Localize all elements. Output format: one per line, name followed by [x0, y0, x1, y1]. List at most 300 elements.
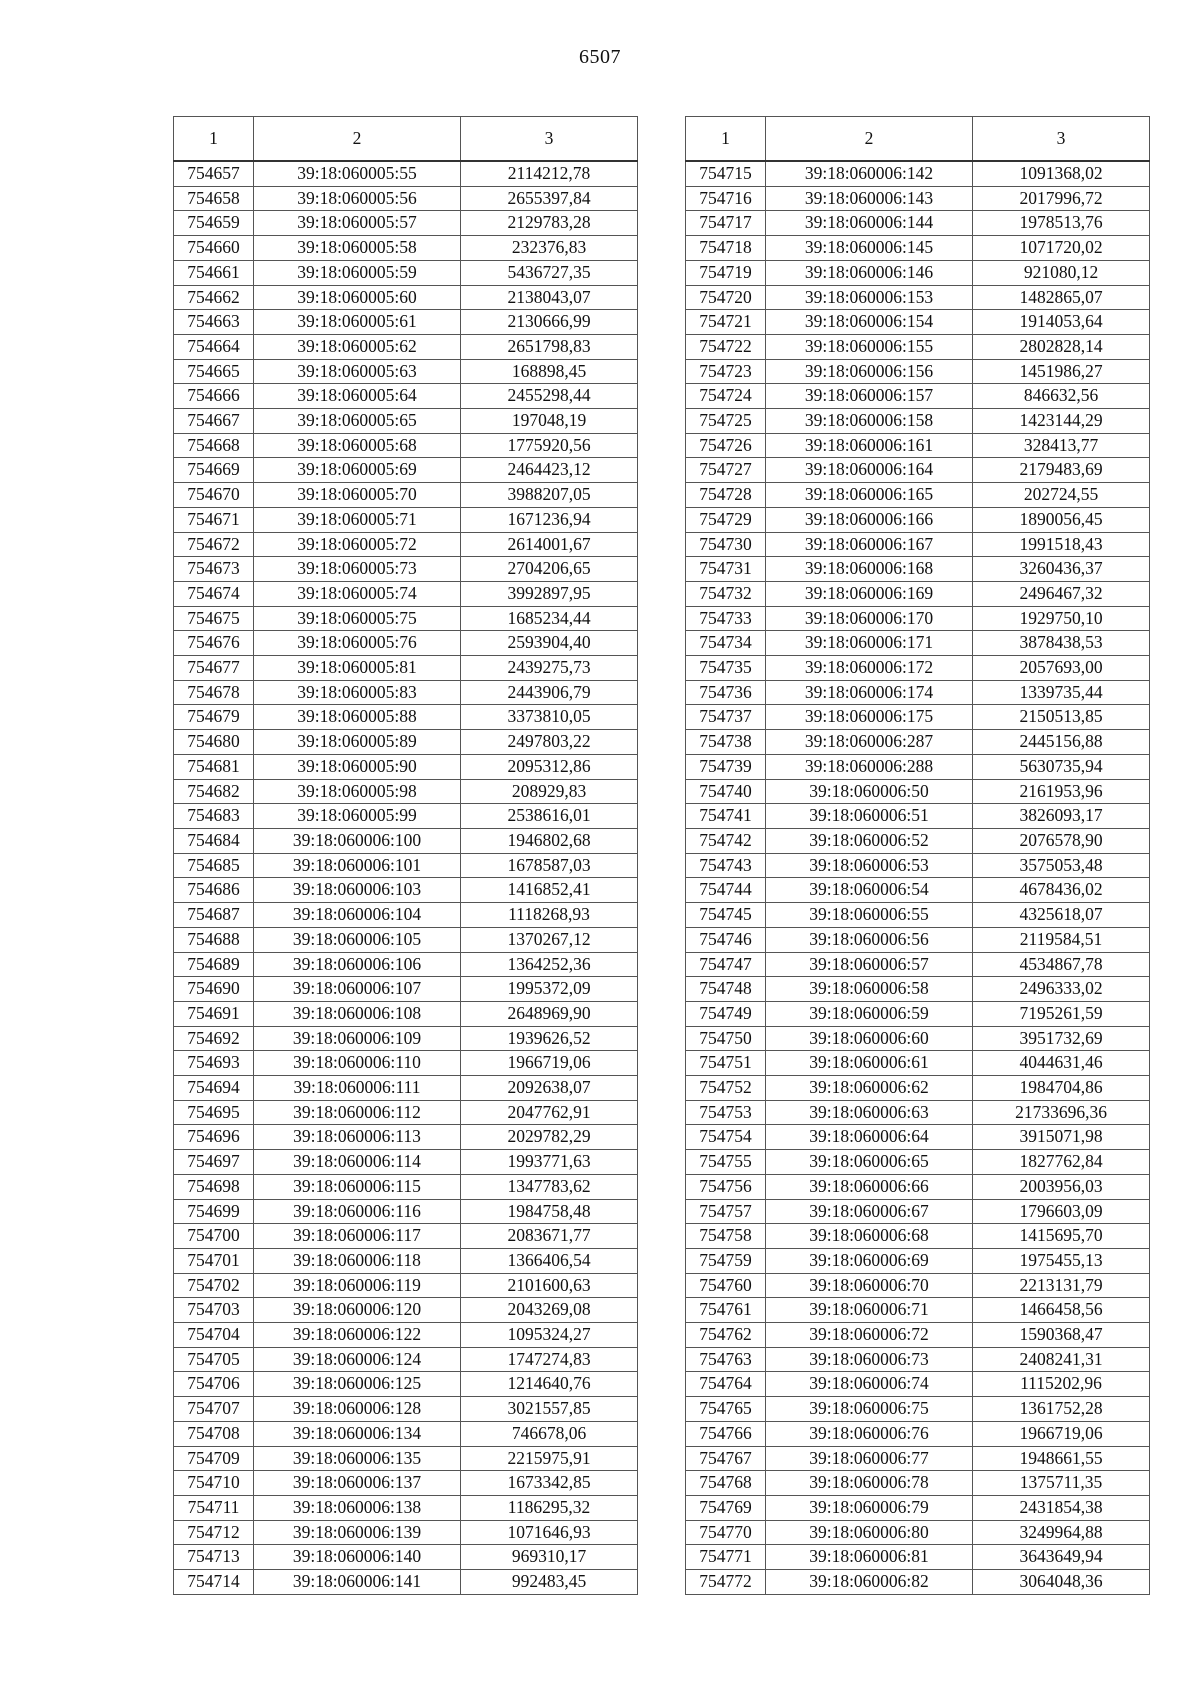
value-cell: 3643649,94 [973, 1545, 1150, 1570]
cadastral-number-cell: 39:18:060006:107 [254, 977, 461, 1002]
value-cell: 1071646,93 [461, 1520, 638, 1545]
table-row [174, 853, 638, 878]
row-number-cell: 754719 [686, 260, 766, 285]
table-row [174, 1495, 638, 1520]
value-cell: 2213131,79 [973, 1273, 1150, 1298]
table-row [686, 1273, 1150, 1298]
table-row [686, 384, 1150, 409]
value-cell: 3021557,85 [461, 1397, 638, 1422]
row-number-cell: 754698 [174, 1174, 254, 1199]
row-number-cell: 754766 [686, 1421, 766, 1446]
row-number-cell: 754771 [686, 1545, 766, 1570]
cadastral-number-cell: 39:18:060006:67 [766, 1199, 973, 1224]
table-row [686, 1051, 1150, 1076]
column-header-1: 1 [174, 117, 254, 162]
row-number-cell: 754678 [174, 680, 254, 705]
cadastral-number-cell: 39:18:060006:125 [254, 1372, 461, 1397]
row-number-cell: 754709 [174, 1446, 254, 1471]
row-number-cell: 754701 [174, 1248, 254, 1273]
table-row [686, 161, 1150, 186]
table-body [686, 161, 1150, 1594]
table-row [686, 828, 1150, 853]
header-row [686, 117, 1150, 162]
cadastral-number-cell: 39:18:060005:73 [254, 557, 461, 582]
cadastral-number-cell: 39:18:060006:137 [254, 1471, 461, 1496]
value-cell: 1115202,96 [973, 1372, 1150, 1397]
value-cell: 1966719,06 [973, 1421, 1150, 1446]
value-cell: 4044631,46 [973, 1051, 1150, 1076]
table-row [686, 1570, 1150, 1595]
row-number-cell: 754729 [686, 507, 766, 532]
table-row [686, 754, 1150, 779]
row-number-cell: 754769 [686, 1495, 766, 1520]
cadastral-number-cell: 39:18:060006:287 [766, 730, 973, 755]
table-row [174, 1372, 638, 1397]
cadastral-number-cell: 39:18:060006:156 [766, 359, 973, 384]
value-cell: 2651798,83 [461, 334, 638, 359]
row-number-cell: 754661 [174, 260, 254, 285]
table-row [686, 1397, 1150, 1422]
row-number-cell: 754679 [174, 705, 254, 730]
value-cell: 2179483,69 [973, 458, 1150, 483]
row-number-cell: 754714 [174, 1570, 254, 1595]
cadastral-number-cell: 39:18:060006:69 [766, 1248, 973, 1273]
value-cell: 1747274,83 [461, 1347, 638, 1372]
table-row [686, 1495, 1150, 1520]
value-cell: 1984704,86 [973, 1076, 1150, 1101]
value-cell: 1590368,47 [973, 1323, 1150, 1348]
row-number-cell: 754738 [686, 730, 766, 755]
cadastral-number-cell: 39:18:060006:72 [766, 1323, 973, 1348]
row-number-cell: 754757 [686, 1199, 766, 1224]
row-number-cell: 754770 [686, 1520, 766, 1545]
value-cell: 1984758,48 [461, 1199, 638, 1224]
row-number-cell: 754663 [174, 310, 254, 335]
value-cell: 2439275,73 [461, 656, 638, 681]
cadastral-number-cell: 39:18:060006:70 [766, 1273, 973, 1298]
cadastral-number-cell: 39:18:060006:165 [766, 483, 973, 508]
cadastral-number-cell: 39:18:060005:76 [254, 631, 461, 656]
cadastral-number-cell: 39:18:060005:88 [254, 705, 461, 730]
row-number-cell: 754706 [174, 1372, 254, 1397]
cadastral-number-cell: 39:18:060006:117 [254, 1224, 461, 1249]
value-cell: 2802828,14 [973, 334, 1150, 359]
value-cell: 2129783,28 [461, 211, 638, 236]
table-row [686, 285, 1150, 310]
cadastral-number-cell: 39:18:060006:59 [766, 1001, 973, 1026]
table-row [174, 680, 638, 705]
value-cell: 4678436,02 [973, 878, 1150, 903]
row-number-cell: 754686 [174, 878, 254, 903]
table-row [686, 656, 1150, 681]
cadastral-number-cell: 39:18:060006:145 [766, 236, 973, 261]
row-number-cell: 754689 [174, 952, 254, 977]
cadastral-number-cell: 39:18:060005:69 [254, 458, 461, 483]
table-row [686, 458, 1150, 483]
table-header [174, 117, 638, 162]
cadastral-number-cell: 39:18:060005:55 [254, 161, 461, 186]
cadastral-number-cell: 39:18:060006:62 [766, 1076, 973, 1101]
cadastral-number-cell: 39:18:060006:55 [766, 903, 973, 928]
value-cell: 1482865,07 [973, 285, 1150, 310]
row-number-cell: 754710 [174, 1471, 254, 1496]
cadastral-number-cell: 39:18:060006:171 [766, 631, 973, 656]
table-row [686, 334, 1150, 359]
value-cell: 3064048,36 [973, 1570, 1150, 1595]
table-row [174, 1076, 638, 1101]
row-number-cell: 754683 [174, 804, 254, 829]
cadastral-number-cell: 39:18:060006:60 [766, 1026, 973, 1051]
cadastral-number-cell: 39:18:060006:51 [766, 804, 973, 829]
row-number-cell: 754745 [686, 903, 766, 928]
value-cell: 4534867,78 [973, 952, 1150, 977]
value-cell: 1466458,56 [973, 1298, 1150, 1323]
row-number-cell: 754680 [174, 730, 254, 755]
cadastral-number-cell: 39:18:060006:143 [766, 186, 973, 211]
value-cell: 1375711,35 [973, 1471, 1150, 1496]
row-number-cell: 754763 [686, 1347, 766, 1372]
table-row [174, 631, 638, 656]
value-cell: 992483,45 [461, 1570, 638, 1595]
row-number-cell: 754712 [174, 1520, 254, 1545]
value-cell: 2114212,78 [461, 161, 638, 186]
row-number-cell: 754704 [174, 1323, 254, 1348]
value-cell: 1671236,94 [461, 507, 638, 532]
table-row [174, 1001, 638, 1026]
cadastral-number-cell: 39:18:060005:62 [254, 334, 461, 359]
table-row [174, 1323, 638, 1348]
row-number-cell: 754697 [174, 1150, 254, 1175]
value-cell: 2445156,88 [973, 730, 1150, 755]
table-row [174, 1199, 638, 1224]
cadastral-number-cell: 39:18:060006:106 [254, 952, 461, 977]
cadastral-number-cell: 39:18:060006:288 [766, 754, 973, 779]
row-number-cell: 754733 [686, 606, 766, 631]
row-number-cell: 754672 [174, 532, 254, 557]
row-number-cell: 754744 [686, 878, 766, 903]
row-number-cell: 754731 [686, 557, 766, 582]
value-cell: 3260436,37 [973, 557, 1150, 582]
cadastral-number-cell: 39:18:060005:56 [254, 186, 461, 211]
table-row [686, 1520, 1150, 1545]
cadastral-number-cell: 39:18:060006:153 [766, 285, 973, 310]
table-row [686, 878, 1150, 903]
cadastral-number-cell: 39:18:060006:141 [254, 1570, 461, 1595]
table-row [174, 507, 638, 532]
value-cell: 2443906,79 [461, 680, 638, 705]
cadastral-number-cell: 39:18:060006:134 [254, 1421, 461, 1446]
cadastral-number-cell: 39:18:060005:75 [254, 606, 461, 631]
table-row [686, 1471, 1150, 1496]
value-cell: 4325618,07 [973, 903, 1150, 928]
table-row [174, 285, 638, 310]
table-row [686, 1323, 1150, 1348]
row-number-cell: 754682 [174, 779, 254, 804]
value-cell: 2029782,29 [461, 1125, 638, 1150]
value-cell: 2138043,07 [461, 285, 638, 310]
row-number-cell: 754668 [174, 433, 254, 458]
table-row [686, 927, 1150, 952]
value-cell: 3988207,05 [461, 483, 638, 508]
value-cell: 2043269,08 [461, 1298, 638, 1323]
value-cell: 3249964,88 [973, 1520, 1150, 1545]
cadastral-number-cell: 39:18:060006:105 [254, 927, 461, 952]
value-cell: 2017996,72 [973, 186, 1150, 211]
table-row [174, 656, 638, 681]
row-number-cell: 754657 [174, 161, 254, 186]
value-cell: 1929750,10 [973, 606, 1150, 631]
value-cell: 2497803,22 [461, 730, 638, 755]
cadastral-number-cell: 39:18:060006:114 [254, 1150, 461, 1175]
value-cell: 1118268,93 [461, 903, 638, 928]
cadastral-number-cell: 39:18:060006:110 [254, 1051, 461, 1076]
cadastral-number-cell: 39:18:060006:68 [766, 1224, 973, 1249]
cadastral-number-cell: 39:18:060006:65 [766, 1150, 973, 1175]
row-number-cell: 754741 [686, 804, 766, 829]
row-number-cell: 754670 [174, 483, 254, 508]
cadastral-number-cell: 39:18:060005:89 [254, 730, 461, 755]
value-cell: 208929,83 [461, 779, 638, 804]
table-row [686, 977, 1150, 1002]
table-row [686, 409, 1150, 434]
cadastral-number-cell: 39:18:060006:174 [766, 680, 973, 705]
table-row [174, 211, 638, 236]
table-row [686, 903, 1150, 928]
cadastral-number-cell: 39:18:060005:58 [254, 236, 461, 261]
column-header-2: 2 [766, 117, 973, 162]
value-cell: 1673342,85 [461, 1471, 638, 1496]
row-number-cell: 754691 [174, 1001, 254, 1026]
value-cell: 1214640,76 [461, 1372, 638, 1397]
row-number-cell: 754667 [174, 409, 254, 434]
table-row [686, 1076, 1150, 1101]
value-cell: 1091368,02 [973, 161, 1150, 186]
row-number-cell: 754764 [686, 1372, 766, 1397]
value-cell: 1370267,12 [461, 927, 638, 952]
table-row [686, 952, 1150, 977]
row-number-cell: 754762 [686, 1323, 766, 1348]
table-row [174, 1520, 638, 1545]
cadastral-number-cell: 39:18:060006:52 [766, 828, 973, 853]
column-header-1: 1 [686, 117, 766, 162]
row-number-cell: 754749 [686, 1001, 766, 1026]
row-number-cell: 754767 [686, 1446, 766, 1471]
value-cell: 202724,55 [973, 483, 1150, 508]
value-cell: 1995372,09 [461, 977, 638, 1002]
table-row [686, 705, 1150, 730]
table-row [686, 1224, 1150, 1249]
value-cell: 3992897,95 [461, 581, 638, 606]
table-row [174, 754, 638, 779]
row-number-cell: 754708 [174, 1421, 254, 1446]
row-number-cell: 754726 [686, 433, 766, 458]
value-cell: 3373810,05 [461, 705, 638, 730]
value-cell: 1423144,29 [973, 409, 1150, 434]
cadastral-number-cell: 39:18:060006:139 [254, 1520, 461, 1545]
cadastral-number-cell: 39:18:060005:59 [254, 260, 461, 285]
cadastral-number-cell: 39:18:060006:135 [254, 1446, 461, 1471]
cadastral-number-cell: 39:18:060005:71 [254, 507, 461, 532]
cadastral-number-cell: 39:18:060006:111 [254, 1076, 461, 1101]
cadastral-number-cell: 39:18:060006:74 [766, 1372, 973, 1397]
value-cell: 2431854,38 [973, 1495, 1150, 1520]
row-number-cell: 754665 [174, 359, 254, 384]
row-number-cell: 754752 [686, 1076, 766, 1101]
row-number-cell: 754760 [686, 1273, 766, 1298]
value-cell: 2704206,65 [461, 557, 638, 582]
row-number-cell: 754761 [686, 1298, 766, 1323]
row-number-cell: 754692 [174, 1026, 254, 1051]
table-row [174, 1570, 638, 1595]
row-number-cell: 754705 [174, 1347, 254, 1372]
row-number-cell: 754755 [686, 1150, 766, 1175]
value-cell: 1890056,45 [973, 507, 1150, 532]
table-row [174, 730, 638, 755]
row-number-cell: 754681 [174, 754, 254, 779]
row-number-cell: 754690 [174, 977, 254, 1002]
row-number-cell: 754754 [686, 1125, 766, 1150]
table-row [174, 927, 638, 952]
table-row [174, 1248, 638, 1273]
row-number-cell: 754699 [174, 1199, 254, 1224]
cadastral-number-cell: 39:18:060005:64 [254, 384, 461, 409]
table-row [686, 730, 1150, 755]
table-row [686, 433, 1150, 458]
cadastral-number-cell: 39:18:060006:58 [766, 977, 973, 1002]
value-cell: 1071720,02 [973, 236, 1150, 261]
cadastral-number-cell: 39:18:060006:119 [254, 1273, 461, 1298]
cadastral-number-cell: 39:18:060006:124 [254, 1347, 461, 1372]
table-row [174, 1224, 638, 1249]
table-row [174, 1397, 638, 1422]
table-row [686, 631, 1150, 656]
table-row [686, 804, 1150, 829]
table-row [174, 1347, 638, 1372]
value-cell: 1966719,06 [461, 1051, 638, 1076]
cadastral-number-cell: 39:18:060005:72 [254, 532, 461, 557]
row-number-cell: 754732 [686, 581, 766, 606]
value-cell: 1364252,36 [461, 952, 638, 977]
value-cell: 1796603,09 [973, 1199, 1150, 1224]
table-row [174, 828, 638, 853]
cadastral-number-cell: 39:18:060006:71 [766, 1298, 973, 1323]
table-row [174, 1174, 638, 1199]
row-number-cell: 754669 [174, 458, 254, 483]
row-number-cell: 754693 [174, 1051, 254, 1076]
row-number-cell: 754723 [686, 359, 766, 384]
row-number-cell: 754721 [686, 310, 766, 335]
cadastral-number-cell: 39:18:060006:73 [766, 1347, 973, 1372]
row-number-cell: 754716 [686, 186, 766, 211]
table-row [174, 1421, 638, 1446]
row-number-cell: 754695 [174, 1100, 254, 1125]
value-cell: 746678,06 [461, 1421, 638, 1446]
table-row [174, 1026, 638, 1051]
table-row [174, 1100, 638, 1125]
cadastral-number-cell: 39:18:060006:122 [254, 1323, 461, 1348]
cadastral-number-cell: 39:18:060005:57 [254, 211, 461, 236]
cadastral-number-cell: 39:18:060006:104 [254, 903, 461, 928]
row-number-cell: 754736 [686, 680, 766, 705]
value-cell: 1914053,64 [973, 310, 1150, 335]
value-cell: 1095324,27 [461, 1323, 638, 1348]
value-cell: 1366406,54 [461, 1248, 638, 1273]
column-header-3: 3 [461, 117, 638, 162]
row-number-cell: 754735 [686, 656, 766, 681]
row-number-cell: 754684 [174, 828, 254, 853]
cadastral-number-cell: 39:18:060006:120 [254, 1298, 461, 1323]
row-number-cell: 754724 [686, 384, 766, 409]
table-row [174, 161, 638, 186]
value-cell: 7195261,59 [973, 1001, 1150, 1026]
table-header [686, 117, 1150, 162]
cadastral-number-cell: 39:18:060006:76 [766, 1421, 973, 1446]
value-cell: 1347783,62 [461, 1174, 638, 1199]
cadastral-number-cell: 39:18:060006:144 [766, 211, 973, 236]
value-cell: 2464423,12 [461, 458, 638, 483]
row-number-cell: 754675 [174, 606, 254, 631]
table-row [686, 507, 1150, 532]
value-cell: 2047762,91 [461, 1100, 638, 1125]
cadastral-number-cell: 39:18:060005:90 [254, 754, 461, 779]
cadastral-number-cell: 39:18:060006:167 [766, 532, 973, 557]
value-cell: 921080,12 [973, 260, 1150, 285]
value-cell: 2092638,07 [461, 1076, 638, 1101]
cadastral-number-cell: 39:18:060006:79 [766, 1495, 973, 1520]
row-number-cell: 754734 [686, 631, 766, 656]
value-cell: 1451986,27 [973, 359, 1150, 384]
row-number-cell: 754725 [686, 409, 766, 434]
cadastral-number-cell: 39:18:060006:169 [766, 581, 973, 606]
cadastral-number-cell: 39:18:060005:63 [254, 359, 461, 384]
row-number-cell: 754696 [174, 1125, 254, 1150]
table-row [174, 705, 638, 730]
table-row [686, 1347, 1150, 1372]
value-cell: 328413,77 [973, 433, 1150, 458]
row-number-cell: 754713 [174, 1545, 254, 1570]
cadastral-number-cell: 39:18:060006:161 [766, 433, 973, 458]
value-cell: 1993771,63 [461, 1150, 638, 1175]
cadastral-number-cell: 39:18:060005:99 [254, 804, 461, 829]
table-row [686, 310, 1150, 335]
table-row [174, 581, 638, 606]
row-number-cell: 754664 [174, 334, 254, 359]
value-cell: 1186295,32 [461, 1495, 638, 1520]
value-cell: 2655397,84 [461, 186, 638, 211]
cadastral-number-cell: 39:18:060005:74 [254, 581, 461, 606]
cadastral-number-cell: 39:18:060006:77 [766, 1446, 973, 1471]
cadastral-number-cell: 39:18:060005:68 [254, 433, 461, 458]
table-row [686, 680, 1150, 705]
table-body [174, 161, 638, 1594]
row-number-cell: 754753 [686, 1100, 766, 1125]
table-row [686, 557, 1150, 582]
table-row [174, 557, 638, 582]
cadastral-number-cell: 39:18:060006:128 [254, 1397, 461, 1422]
row-number-cell: 754659 [174, 211, 254, 236]
row-number-cell: 754728 [686, 483, 766, 508]
table-row [174, 1471, 638, 1496]
row-number-cell: 754700 [174, 1224, 254, 1249]
value-cell: 2095312,86 [461, 754, 638, 779]
cadastral-number-cell: 39:18:060006:175 [766, 705, 973, 730]
cadastral-number-cell: 39:18:060006:101 [254, 853, 461, 878]
table-row [686, 1248, 1150, 1273]
value-cell: 197048,19 [461, 409, 638, 434]
cadastral-number-cell: 39:18:060006:154 [766, 310, 973, 335]
table-row [174, 458, 638, 483]
value-cell: 2496333,02 [973, 977, 1150, 1002]
